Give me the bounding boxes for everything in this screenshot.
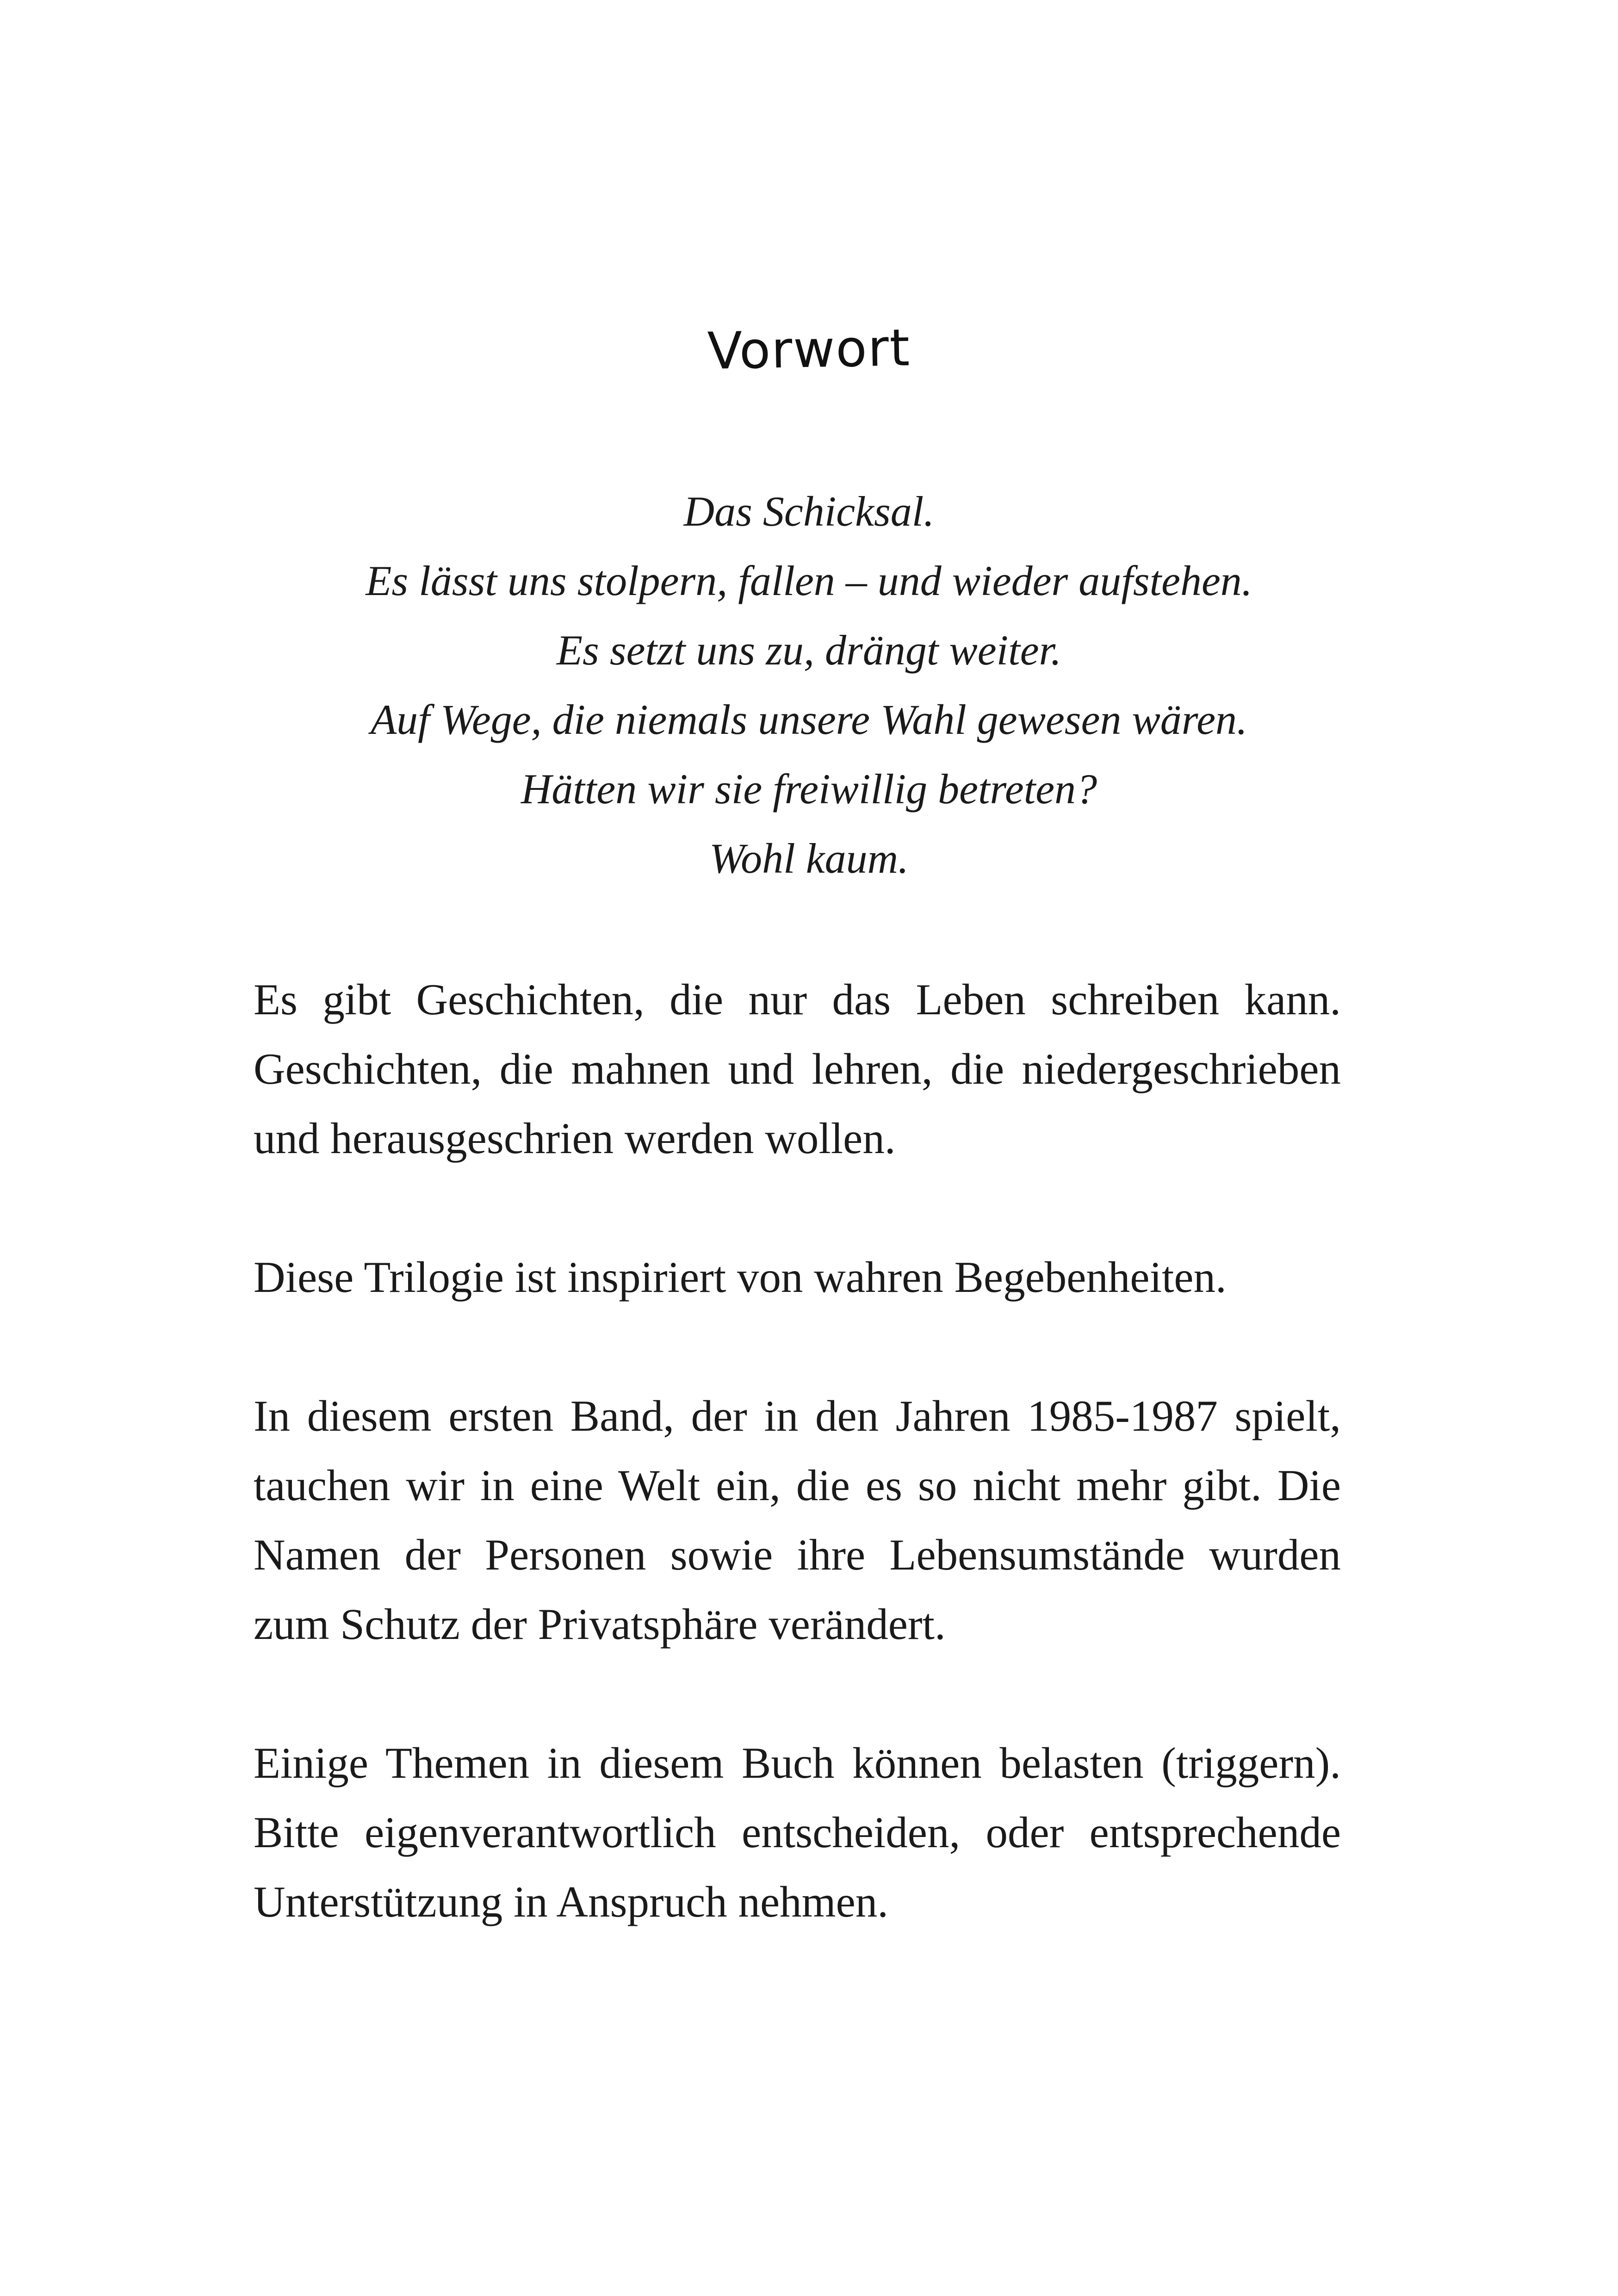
paragraph: Diese Trilogie ist inspiriert von wahren Begebenheiten.: [254, 1253, 1227, 1302]
poem-line: Hätten wir sie freiwillig betreten?: [521, 765, 1097, 813]
poem-line: Es lässt uns stolpern, fallen – und wieder aufstehen.: [366, 557, 1252, 604]
poem-line: Es setzt uns zu, drängt weiter.: [556, 627, 1062, 674]
chapter-heading: Vorwort: [707, 318, 911, 381]
paragraph: In diesem ersten Band, der in den Jahren 1985-1987 spielt, tauchen wir in eine Welt ein, die es so nicht mehr gibt. Die Namen der Personen sowie ihre Lebensumstände wurden zum Schutz der Privatsphäre verändert.: [254, 1391, 1341, 1649]
paragraph: Einige Themen in diesem Buch können belasten (triggern). Bitte eigenverantwortlich entscheiden, oder entsprechende Unterstützung in Anspruch nehmen.: [254, 1738, 1341, 1926]
epigraph-poem: [0, 477, 1618, 893]
poem-line: Wohl kaum.: [709, 835, 909, 882]
paragraph: Es gibt Geschichten, die nur das Leben schreiben kann. Geschichten, die mahnen und lehren, die niedergeschrieben und herausgeschrien werden wollen.: [254, 975, 1341, 1163]
body-text: [254, 965, 1341, 2006]
poem-line: Auf Wege, die niemals unsere Wahl gewesen wären.: [370, 696, 1248, 743]
poem-line: Das Schicksal.: [683, 488, 935, 535]
